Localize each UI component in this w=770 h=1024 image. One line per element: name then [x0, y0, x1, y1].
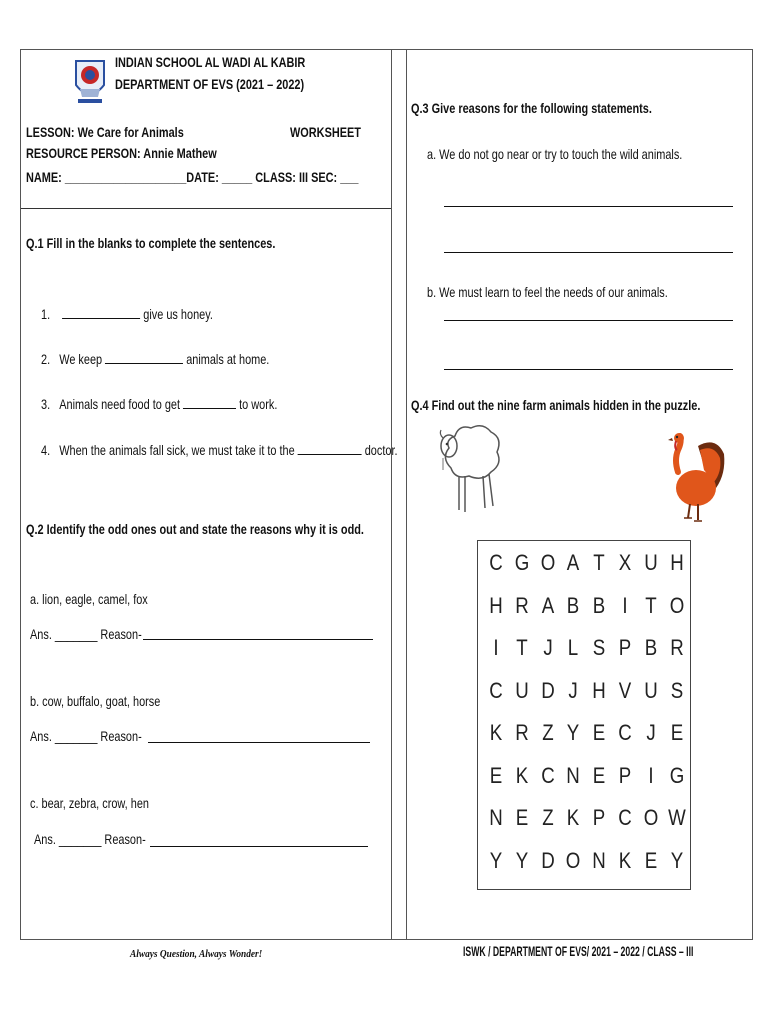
q2-group-c-answer: Ans. _______ Reason- [34, 831, 146, 847]
q1-item-text: Animals need food to get [59, 396, 184, 412]
q1-item-number: 4. [41, 442, 51, 458]
puzzle-letter[interactable]: O [643, 805, 659, 830]
answer-line[interactable] [150, 846, 368, 847]
puzzle-letter[interactable]: U [644, 550, 658, 575]
puzzle-letter[interactable]: U [644, 677, 658, 703]
q1-item-number: 3. [41, 396, 51, 412]
resource-person: RESOURCE PERSON: Annie Mathew [26, 145, 217, 161]
puzzle-letter[interactable]: Z [541, 805, 554, 830]
puzzle-letter[interactable]: I [622, 592, 628, 618]
q1-item-1 [41, 306, 213, 322]
puzzle-letter[interactable]: B [592, 592, 606, 618]
puzzle-letter[interactable]: C [540, 762, 555, 788]
q1-item-3 [41, 396, 277, 412]
puzzle-letter[interactable]: R [515, 592, 529, 618]
worksheet-label: WORKSHEET [290, 124, 361, 140]
answer-line[interactable] [444, 320, 733, 321]
puzzle-letter[interactable]: T [516, 635, 528, 660]
puzzle-letter[interactable]: V [618, 677, 632, 703]
q4-title: Q.4 Find out the nine farm animals hidden in the puzzle. [411, 397, 701, 413]
puzzle-letter[interactable]: I [648, 762, 654, 788]
puzzle-letter[interactable]: K [515, 762, 529, 788]
puzzle-letter[interactable]: E [515, 805, 529, 830]
q1-item-4 [41, 442, 398, 458]
q1-item-text: animals at home. [183, 351, 270, 367]
column-divider-left [391, 49, 392, 940]
fill-blank[interactable] [105, 351, 183, 364]
puzzle-letter[interactable]: U [515, 677, 529, 703]
answer-line[interactable] [444, 369, 733, 370]
puzzle-letter[interactable]: P [618, 635, 632, 660]
puzzle-letter[interactable]: G [669, 762, 684, 788]
header-divider [21, 208, 391, 209]
puzzle-letter[interactable]: K [618, 847, 632, 873]
q1-item-text: doctor. [361, 442, 398, 458]
puzzle-letter[interactable]: Y [515, 847, 529, 873]
puzzle-letter[interactable]: B [567, 592, 580, 618]
puzzle-letter[interactable]: H [489, 592, 503, 618]
puzzle-letter[interactable]: X [618, 550, 632, 575]
puzzle-letter[interactable]: O [540, 550, 555, 575]
puzzle-letter[interactable]: T [645, 592, 657, 618]
puzzle-letter[interactable]: C [489, 677, 503, 703]
q2-group-a-label: a. lion, eagle, camel, fox [30, 591, 148, 607]
answer-line[interactable] [143, 639, 373, 640]
puzzle-letter[interactable]: Y [670, 847, 683, 873]
q2-title: Q.2 Identify the odd ones out and state the reasons why it is odd. [26, 521, 364, 537]
puzzle-letter[interactable]: O [566, 847, 581, 873]
puzzle-letter[interactable]: C [618, 805, 632, 830]
fill-blank[interactable] [298, 442, 362, 455]
puzzle-letter[interactable]: A [541, 592, 554, 618]
puzzle-letter[interactable]: C [618, 720, 632, 745]
q2-group-c-label: c. bear, zebra, crow, hen [30, 795, 149, 811]
fill-blank[interactable] [183, 396, 236, 409]
puzzle-letter[interactable]: K [567, 805, 580, 830]
school-name: INDIAN SCHOOL AL WADI AL KABIR [115, 54, 306, 70]
puzzle-letter[interactable]: Y [567, 720, 580, 745]
name-date-class-line: NAME: ____________________DATE: _____ CLASS: III SEC: ___ [26, 169, 359, 185]
turkey-icon [668, 432, 726, 524]
puzzle-letter[interactable]: D [540, 677, 555, 703]
department-title: DEPARTMENT OF EVS (2021 – 2022) [115, 76, 305, 92]
q1-item-text: We keep [59, 351, 106, 367]
q1-item-text: give us honey. [140, 306, 213, 322]
puzzle-letter[interactable]: O [669, 592, 684, 618]
puzzle-letter[interactable]: B [644, 635, 658, 660]
school-logo [72, 55, 108, 107]
puzzle-letter[interactable]: E [489, 762, 503, 788]
puzzle-letter[interactable]: W [667, 805, 686, 830]
puzzle-letter[interactable]: H [669, 550, 684, 575]
puzzle-letter[interactable]: E [670, 720, 683, 745]
puzzle-letter[interactable]: G [514, 550, 530, 575]
answer-line[interactable] [444, 206, 733, 207]
q1-item-text: When the animals fall sick, we must take it to the [59, 442, 298, 458]
footer-info: ISWK / DEPARTMENT OF EVS/ 2021 – 2022 / CLASS – III [463, 943, 694, 959]
puzzle-letter[interactable]: E [592, 720, 606, 745]
puzzle-letter[interactable]: S [670, 677, 683, 703]
q1-item-2 [41, 351, 269, 367]
puzzle-letter[interactable]: P [592, 805, 606, 830]
puzzle-letter[interactable]: S [592, 635, 606, 660]
q3-title: Q.3 Give reasons for the following statements. [411, 100, 652, 116]
puzzle-letter[interactable]: E [592, 762, 606, 788]
puzzle-letter[interactable]: N [489, 805, 503, 830]
puzzle-letter[interactable]: R [669, 635, 684, 660]
q1-item-text: to work. [236, 396, 278, 412]
puzzle-letter[interactable]: K [489, 720, 503, 745]
puzzle-letter[interactable]: D [540, 847, 555, 873]
puzzle-letter[interactable]: E [644, 847, 658, 873]
q3-statement-a: a. We do not go near or try to touch the wild animals. [427, 146, 683, 162]
puzzle-letter[interactable]: P [618, 762, 632, 788]
puzzle-letter[interactable]: A [567, 550, 580, 575]
puzzle-letter[interactable]: N [592, 847, 606, 873]
puzzle-letter[interactable]: N [566, 762, 581, 788]
lesson-title: LESSON: We Care for Animals [26, 124, 184, 140]
q3-statement-b: b. We must learn to feel the needs of our animals. [427, 284, 668, 300]
q1-item-number: 2. [41, 351, 51, 367]
puzzle-letter[interactable]: L [568, 635, 579, 660]
q1-item-number: 1. [41, 306, 51, 322]
puzzle-letter[interactable]: R [515, 720, 529, 745]
puzzle-letter[interactable]: C [489, 550, 503, 575]
puzzle-letter[interactable]: J [542, 635, 553, 660]
q2-group-b-answer: Ans. _______ Reason- [30, 728, 142, 744]
word-search-puzzle [477, 540, 691, 890]
puzzle-letter[interactable]: Z [541, 720, 554, 745]
puzzle-letter[interactable]: T [593, 550, 605, 575]
footer-motto: Always Question, Always Wonder! [130, 948, 263, 960]
q2-group-a-answer: Ans. _______ Reason- [30, 626, 142, 642]
sheep-icon [437, 418, 505, 518]
fill-blank[interactable] [62, 306, 140, 319]
answer-line[interactable] [148, 742, 370, 743]
puzzle-letter[interactable]: Y [489, 847, 503, 873]
column-divider-right [406, 49, 407, 940]
puzzle-letter[interactable]: I [493, 635, 499, 660]
puzzle-letter[interactable]: J [568, 677, 579, 703]
q1-title: Q.1 Fill in the blanks to complete the sentences. [26, 235, 276, 251]
puzzle-letter[interactable]: H [592, 677, 606, 703]
answer-line[interactable] [444, 252, 733, 253]
q2-group-b-label: b. cow, buffalo, goat, horse [30, 693, 161, 709]
puzzle-letter[interactable]: J [646, 720, 656, 745]
